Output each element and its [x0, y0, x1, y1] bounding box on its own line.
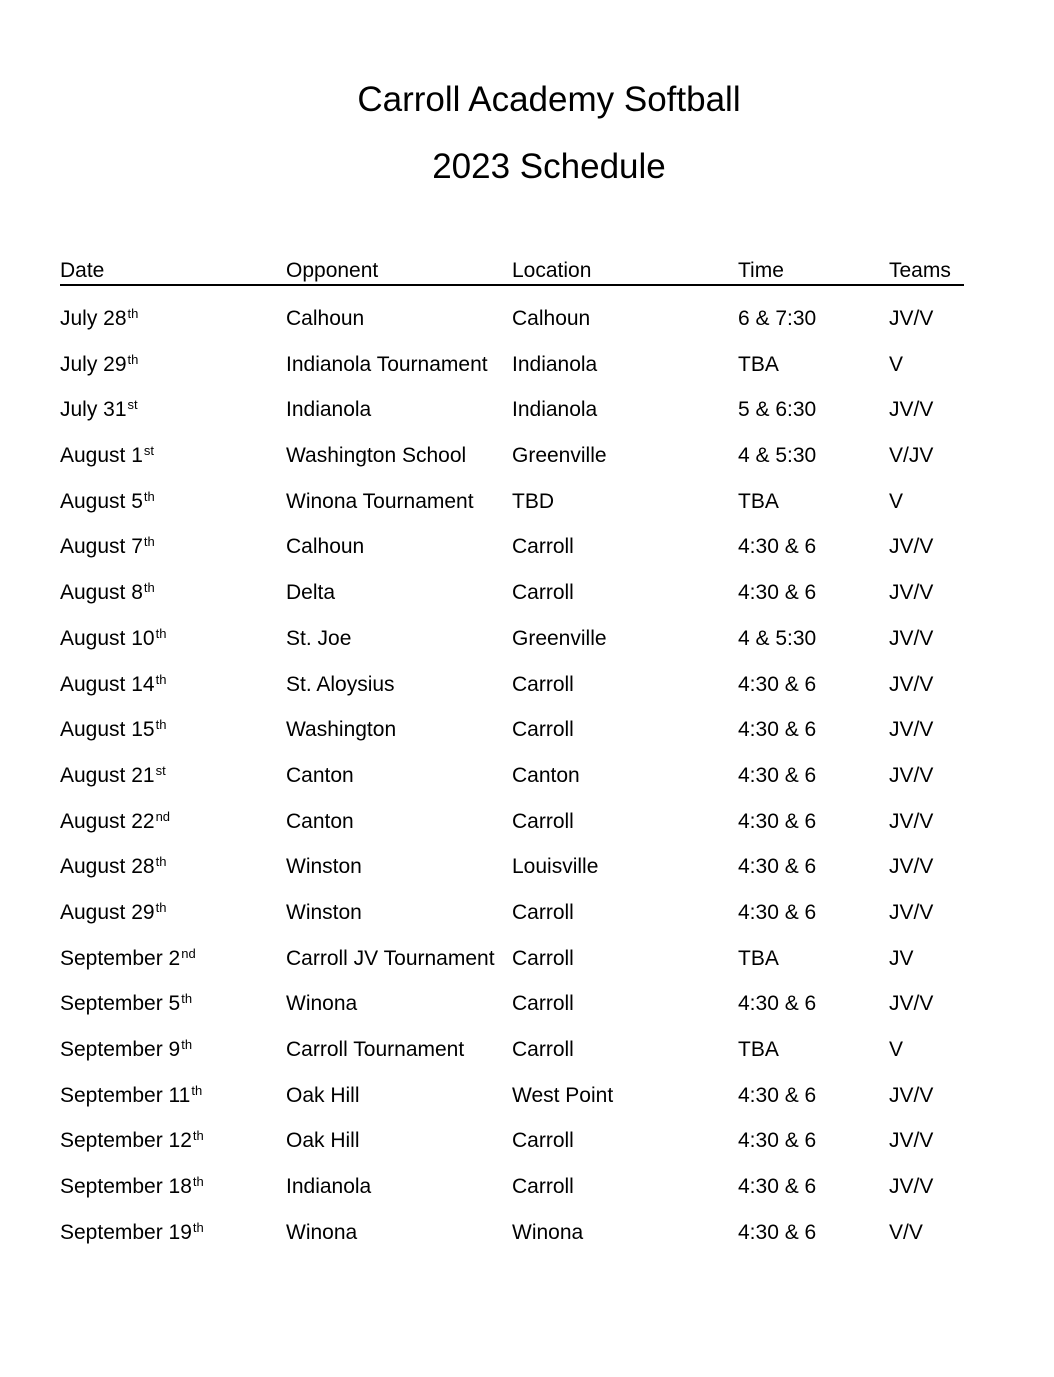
time-cell: 4:30 & 6 [738, 1175, 817, 1199]
teams-cell: JV/V [889, 307, 934, 330]
date-cell [60, 991, 192, 1017]
location-cell: Carroll [512, 581, 574, 605]
date-cell [60, 1128, 204, 1154]
date-text: August 7 [60, 535, 143, 559]
location-cell: Canton [512, 763, 580, 787]
date-ordinal-suffix: th [143, 580, 155, 596]
table-row [60, 717, 964, 763]
page-subtitle: 2023 Schedule [432, 147, 666, 186]
opponent-cell: Winona [286, 1220, 358, 1244]
opponent-cell: Winston [286, 855, 362, 879]
table-row [60, 1037, 964, 1083]
teams-cell: V/JV [889, 444, 934, 468]
time-cell: 4:30 & 6 [738, 855, 817, 879]
teams-cell: JV/V [889, 581, 934, 605]
location-cell: Carroll [512, 672, 574, 696]
date-ordinal-suffix: th [143, 534, 155, 550]
date-ordinal-suffix: th [192, 1174, 204, 1190]
table-row [60, 991, 964, 1037]
date-text: September 5 [60, 992, 181, 1016]
time-cell: 4:30 & 6 [738, 992, 817, 1016]
location-cell: Carroll [512, 1038, 574, 1061]
teams-cell: JV [889, 946, 914, 970]
date-text: July 28 [60, 307, 127, 330]
table-row [60, 580, 964, 626]
opponent-cell: Washington [286, 718, 397, 742]
date-ordinal-suffix: th [155, 899, 167, 915]
date-cell [60, 854, 166, 880]
header-location: Location [512, 259, 592, 282]
time-cell: 5 & 6:30 [738, 398, 817, 422]
teams-cell: JV/V [889, 763, 934, 787]
table-row [60, 397, 964, 443]
table-row [60, 534, 964, 580]
date-ordinal-suffix: th [181, 1037, 193, 1052]
date-ordinal-suffix: st [155, 762, 166, 778]
location-cell: Carroll [512, 992, 574, 1016]
table-row [60, 672, 964, 718]
time-cell: 4:30 & 6 [738, 900, 817, 924]
header-opponent: Opponent [286, 259, 379, 282]
location-cell: TBD [512, 489, 554, 513]
location-cell: Greenville [512, 444, 607, 468]
teams-cell: JV/V [889, 672, 934, 696]
date-ordinal-suffix: nd [155, 808, 171, 824]
location-cell: Carroll [512, 718, 574, 742]
date-cell [60, 1220, 204, 1246]
date-cell [60, 397, 138, 423]
schedule-table-body [60, 306, 964, 1265]
header-date: Date [60, 259, 105, 282]
teams-cell: V [889, 489, 904, 513]
time-cell: 4:30 & 6 [738, 1129, 817, 1153]
date-cell [60, 900, 166, 926]
time-cell: TBA [738, 489, 779, 513]
opponent-cell: Calhoun [286, 535, 365, 559]
date-text: September 19 [60, 1220, 192, 1244]
teams-cell: JV/V [889, 535, 934, 559]
date-text: August 1 [60, 444, 143, 468]
location-cell: West Point [512, 1083, 614, 1107]
time-cell: TBA [738, 1038, 779, 1061]
location-cell: Carroll [512, 1175, 574, 1199]
time-cell: 4 & 5:30 [738, 626, 817, 650]
date-cell [60, 717, 166, 743]
date-cell [60, 809, 170, 835]
opponent-cell: Indianola Tournament [286, 352, 488, 376]
location-cell: Carroll [512, 809, 574, 833]
opponent-cell: Canton [286, 809, 354, 833]
location-cell: Louisville [512, 855, 599, 879]
date-text: August 15 [60, 718, 155, 742]
date-ordinal-suffix: th [155, 854, 167, 870]
time-cell: 4:30 & 6 [738, 1220, 817, 1244]
time-cell: 4:30 & 6 [738, 672, 817, 696]
table-row [60, 900, 964, 946]
date-text: September 11 [60, 1083, 191, 1107]
date-text: August 28 [60, 855, 155, 879]
table-row [60, 946, 964, 992]
date-cell [60, 1037, 192, 1063]
table-row [60, 306, 964, 352]
date-cell [60, 489, 155, 515]
opponent-cell: Indianola [286, 1175, 372, 1199]
date-cell [60, 763, 166, 789]
time-cell: 4:30 & 6 [738, 581, 817, 605]
location-cell: Carroll [512, 535, 574, 559]
table-row [60, 352, 964, 398]
opponent-cell: Oak Hill [286, 1083, 360, 1107]
opponent-cell: St. Joe [286, 626, 352, 650]
date-text: September 12 [60, 1129, 192, 1153]
date-ordinal-suffix: th [127, 351, 139, 367]
table-row [60, 626, 964, 672]
opponent-cell: Carroll Tournament [286, 1038, 465, 1061]
time-cell: 4:30 & 6 [738, 718, 817, 742]
location-cell: Carroll [512, 900, 574, 924]
location-cell: Indianola [512, 398, 598, 422]
opponent-cell: Washington School [286, 444, 467, 468]
opponent-cell: St. Aloysius [286, 672, 395, 696]
date-cell [60, 306, 138, 332]
date-cell [60, 534, 155, 560]
date-text: August 8 [60, 581, 143, 605]
date-cell [60, 946, 196, 972]
location-cell: Indianola [512, 352, 598, 376]
location-cell: Winona [512, 1220, 584, 1244]
teams-cell: JV/V [889, 992, 934, 1016]
teams-cell: JV/V [889, 855, 934, 879]
teams-cell: JV/V [889, 626, 934, 650]
time-cell: 4:30 & 6 [738, 1083, 817, 1107]
date-text: August 21 [60, 763, 155, 787]
date-ordinal-suffix: nd [181, 945, 196, 961]
date-cell [60, 352, 138, 378]
table-row [60, 1220, 964, 1266]
date-text: August 29 [60, 900, 155, 924]
date-ordinal-suffix: th [181, 991, 193, 1007]
date-cell [60, 1174, 204, 1200]
date-text: August 10 [60, 626, 155, 650]
date-text: September 18 [60, 1175, 192, 1199]
date-ordinal-suffix: th [155, 625, 167, 641]
teams-cell: JV/V [889, 1175, 934, 1199]
time-cell: 4:30 & 6 [738, 535, 817, 559]
time-cell: TBA [738, 946, 779, 970]
date-ordinal-suffix: th [191, 1082, 203, 1098]
opponent-cell: Winona Tournament [286, 489, 474, 513]
opponent-cell: Delta [286, 581, 336, 605]
opponent-cell: Carroll JV Tournament [286, 946, 495, 970]
opponent-cell: Winston [286, 900, 362, 924]
teams-cell: V/V [889, 1220, 923, 1244]
teams-cell: JV/V [889, 809, 934, 833]
date-text: September 2 [60, 946, 181, 970]
date-ordinal-suffix: th [155, 671, 167, 687]
table-row [60, 489, 964, 535]
opponent-cell: Canton [286, 763, 354, 787]
opponent-cell: Calhoun [286, 307, 365, 330]
location-cell: Calhoun [512, 307, 591, 330]
date-cell [60, 626, 166, 652]
date-cell [60, 672, 166, 698]
teams-cell: JV/V [889, 1083, 934, 1107]
teams-cell: V [889, 352, 904, 376]
date-cell [60, 1083, 202, 1109]
date-ordinal-suffix: th [192, 1128, 204, 1144]
table-header-row [60, 258, 964, 286]
opponent-cell: Winona [286, 992, 358, 1016]
table-row [60, 1174, 964, 1220]
date-ordinal-suffix: th [143, 488, 155, 504]
date-cell [60, 443, 154, 469]
date-cell [60, 580, 155, 606]
header-teams: Teams [889, 259, 951, 282]
table-row [60, 443, 964, 489]
date-text: July 31 [60, 398, 127, 422]
date-text: September 9 [60, 1038, 181, 1061]
teams-cell: V [889, 1038, 904, 1061]
table-row [60, 1083, 964, 1129]
time-cell: TBA [738, 352, 779, 376]
date-ordinal-suffix: st [127, 397, 138, 413]
header-time: Time [738, 259, 784, 282]
date-text: July 29 [60, 352, 127, 376]
date-ordinal-suffix: st [143, 443, 155, 459]
teams-cell: JV/V [889, 398, 934, 422]
teams-cell: JV/V [889, 900, 934, 924]
table-row [60, 854, 964, 900]
opponent-cell: Oak Hill [286, 1129, 360, 1153]
table-row [60, 1128, 964, 1174]
location-cell: Carroll [512, 1129, 574, 1153]
time-cell: 4:30 & 6 [738, 763, 817, 787]
page-title: Carroll Academy Softball [357, 80, 741, 119]
opponent-cell: Indianola [286, 398, 372, 422]
date-ordinal-suffix: th [192, 1219, 204, 1235]
date-text: August 5 [60, 489, 143, 513]
date-text: August 14 [60, 672, 155, 696]
table-row [60, 809, 964, 855]
date-ordinal-suffix: th [155, 717, 167, 733]
time-cell: 4 & 5:30 [738, 444, 817, 468]
table-row [60, 763, 964, 809]
location-cell: Greenville [512, 626, 607, 650]
teams-cell: JV/V [889, 718, 934, 742]
date-text: August 22 [60, 809, 155, 833]
date-ordinal-suffix: th [127, 306, 139, 321]
time-cell: 6 & 7:30 [738, 307, 817, 330]
time-cell: 4:30 & 6 [738, 809, 817, 833]
teams-cell: JV/V [889, 1129, 934, 1153]
location-cell: Carroll [512, 946, 574, 970]
